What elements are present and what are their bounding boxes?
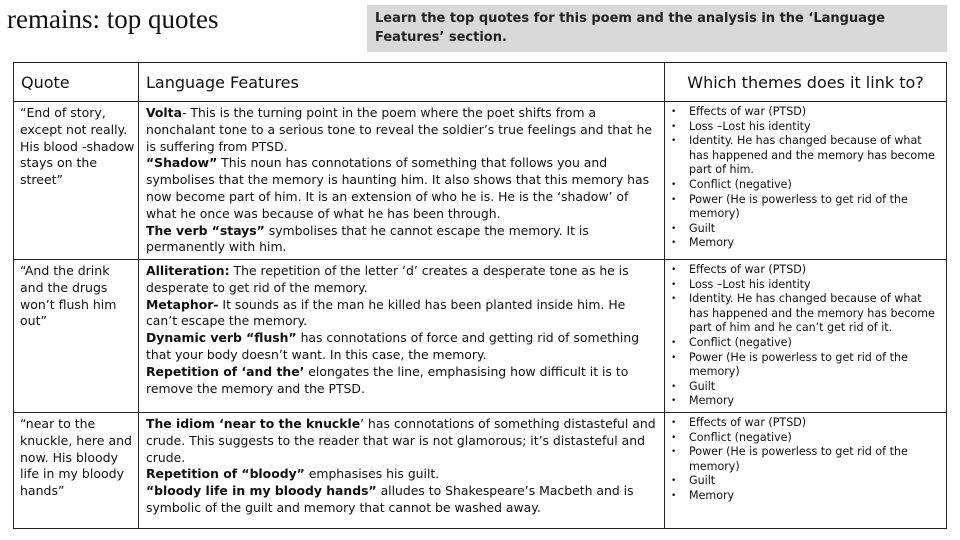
feature-term: “bloody life in my bloody hands” <box>146 483 377 499</box>
theme-item: • Memory <box>689 394 942 409</box>
language-feature-line <box>146 223 658 257</box>
quotes-table <box>13 62 947 529</box>
language-feature-line <box>146 466 658 483</box>
language-feature-line <box>146 330 658 364</box>
theme-item: • Power (He is powerless to get rid of the memory) <box>689 445 942 474</box>
language-feature-line <box>146 364 658 398</box>
theme-item: • Conflict (negative) <box>689 336 942 351</box>
feature-term: Repetition of “bloody” <box>146 466 305 482</box>
table-row <box>14 260 947 413</box>
theme-item: • Memory <box>689 489 942 504</box>
language-feature-line <box>146 483 658 517</box>
language-feature-line <box>146 297 658 331</box>
language-feature-line <box>146 263 658 297</box>
themes-list <box>665 105 942 251</box>
theme-item: • Effects of war (PTSD) <box>689 416 942 431</box>
feature-analysis: - This is the turning point in the poem where the poet shifts from a nonchalant tone to a serious tone to reveal the soldier’s true feelings and that he is suffering from PTSD. <box>146 105 652 154</box>
theme-item: • Effects of war (PTSD) <box>689 263 942 278</box>
feature-term: Alliteration: <box>146 263 230 278</box>
table-row <box>14 102 947 260</box>
theme-item: • Guilt <box>689 222 942 237</box>
themes-list <box>665 416 942 504</box>
header-themes: Which themes does it link to? <box>665 63 947 102</box>
feature-term: “Shadow” <box>146 155 218 171</box>
feature-analysis: has connotations of force and getting rid of something that your body doesn’t want. In this case, the memory. <box>146 330 640 362</box>
feature-analysis: symbolises that he cannot escape the memory. It is permanently with him. <box>146 222 589 255</box>
feature-analysis: alludes to Shakespeare’s Macbeth and is symbolic of the guilt and memory that cannot be washed away. <box>146 483 634 515</box>
instruction-box: Learn the top quotes for this poem and the analysis in the ‘Language Features’ section. <box>367 5 947 52</box>
quote-cell: “And the drink and the drugs won’t flush him out” <box>14 260 139 413</box>
theme-item: • Guilt <box>689 380 942 395</box>
table-row <box>14 413 947 529</box>
theme-item: • Conflict (negative) <box>689 178 942 193</box>
feature-term: Dynamic verb “flush” <box>146 330 297 346</box>
feature-analysis: The repetition of the letter ‘d’ creates a desperate tone as he is desperate to get rid of the memory. <box>146 263 629 295</box>
feature-analysis: emphasises his guilt. <box>304 466 440 482</box>
themes-cell <box>665 102 947 260</box>
feature-analysis: It sounds as if the man he killed has been planted inside him. He can’t escape the memory. <box>146 296 626 329</box>
header-language-features: Language Features <box>139 63 665 102</box>
feature-term: Volta <box>146 105 182 120</box>
theme-item: • Guilt <box>689 474 942 489</box>
header-row <box>14 63 947 102</box>
language-cell <box>139 413 665 529</box>
theme-item: • Loss –Lost his identity <box>689 278 942 293</box>
language-feature-line <box>146 105 658 155</box>
quote-cell: “End of story, except not really. His blood -shadow stays on the street” <box>14 102 139 260</box>
themes-cell <box>665 260 947 413</box>
feature-analysis: elongates the line, emphasising how difficult it is to remove the memory and the PTSD. <box>146 363 629 396</box>
language-cell <box>139 102 665 260</box>
theme-item: • Memory <box>689 236 942 251</box>
themes-list <box>665 263 942 409</box>
feature-term: Metaphor- <box>146 296 219 312</box>
quote-cell: “near to the knuckle, here and now. His bloody life in my bloody hands” <box>14 413 139 529</box>
language-feature-line <box>146 155 658 222</box>
theme-item: • Effects of war (PTSD) <box>689 105 942 120</box>
theme-item: • Identity. He has changed because of what has happened and the memory has become part of him. <box>689 134 942 178</box>
feature-term: The idiom ‘near to the knuckle <box>146 416 361 431</box>
theme-item: • Power (He is powerless to get rid of the memory) <box>689 193 942 222</box>
themes-cell <box>665 413 947 529</box>
theme-item: • Loss –Lost his identity <box>689 120 942 135</box>
feature-analysis: This noun has connotations of something that follows you and symbolises that the memory is haunting him. It also shows that this memory has now become part of him. It is an extension of who he is. He is the ‘shadow’ of what he once was because of what he has been through. <box>146 155 650 221</box>
theme-item: • Power (He is powerless to get rid of the memory) <box>689 351 942 380</box>
feature-term: The verb “stays” <box>146 222 265 238</box>
feature-analysis: ’ has connotations of something distasteful and crude. This suggests to the reader that war is not glamorous; it’s distasteful and crude. <box>146 416 656 465</box>
language-cell <box>139 260 665 413</box>
page-title: remains: top quotes <box>7 4 219 34</box>
language-feature-line <box>146 416 658 466</box>
theme-item: • Conflict (negative) <box>689 431 942 446</box>
header-quote: Quote <box>14 63 139 102</box>
theme-item: • Identity. He has changed because of what has happened and the memory has become part of him and he can’t get rid of it. <box>689 292 942 336</box>
feature-term: Repetition of ‘and the’ <box>146 363 305 379</box>
